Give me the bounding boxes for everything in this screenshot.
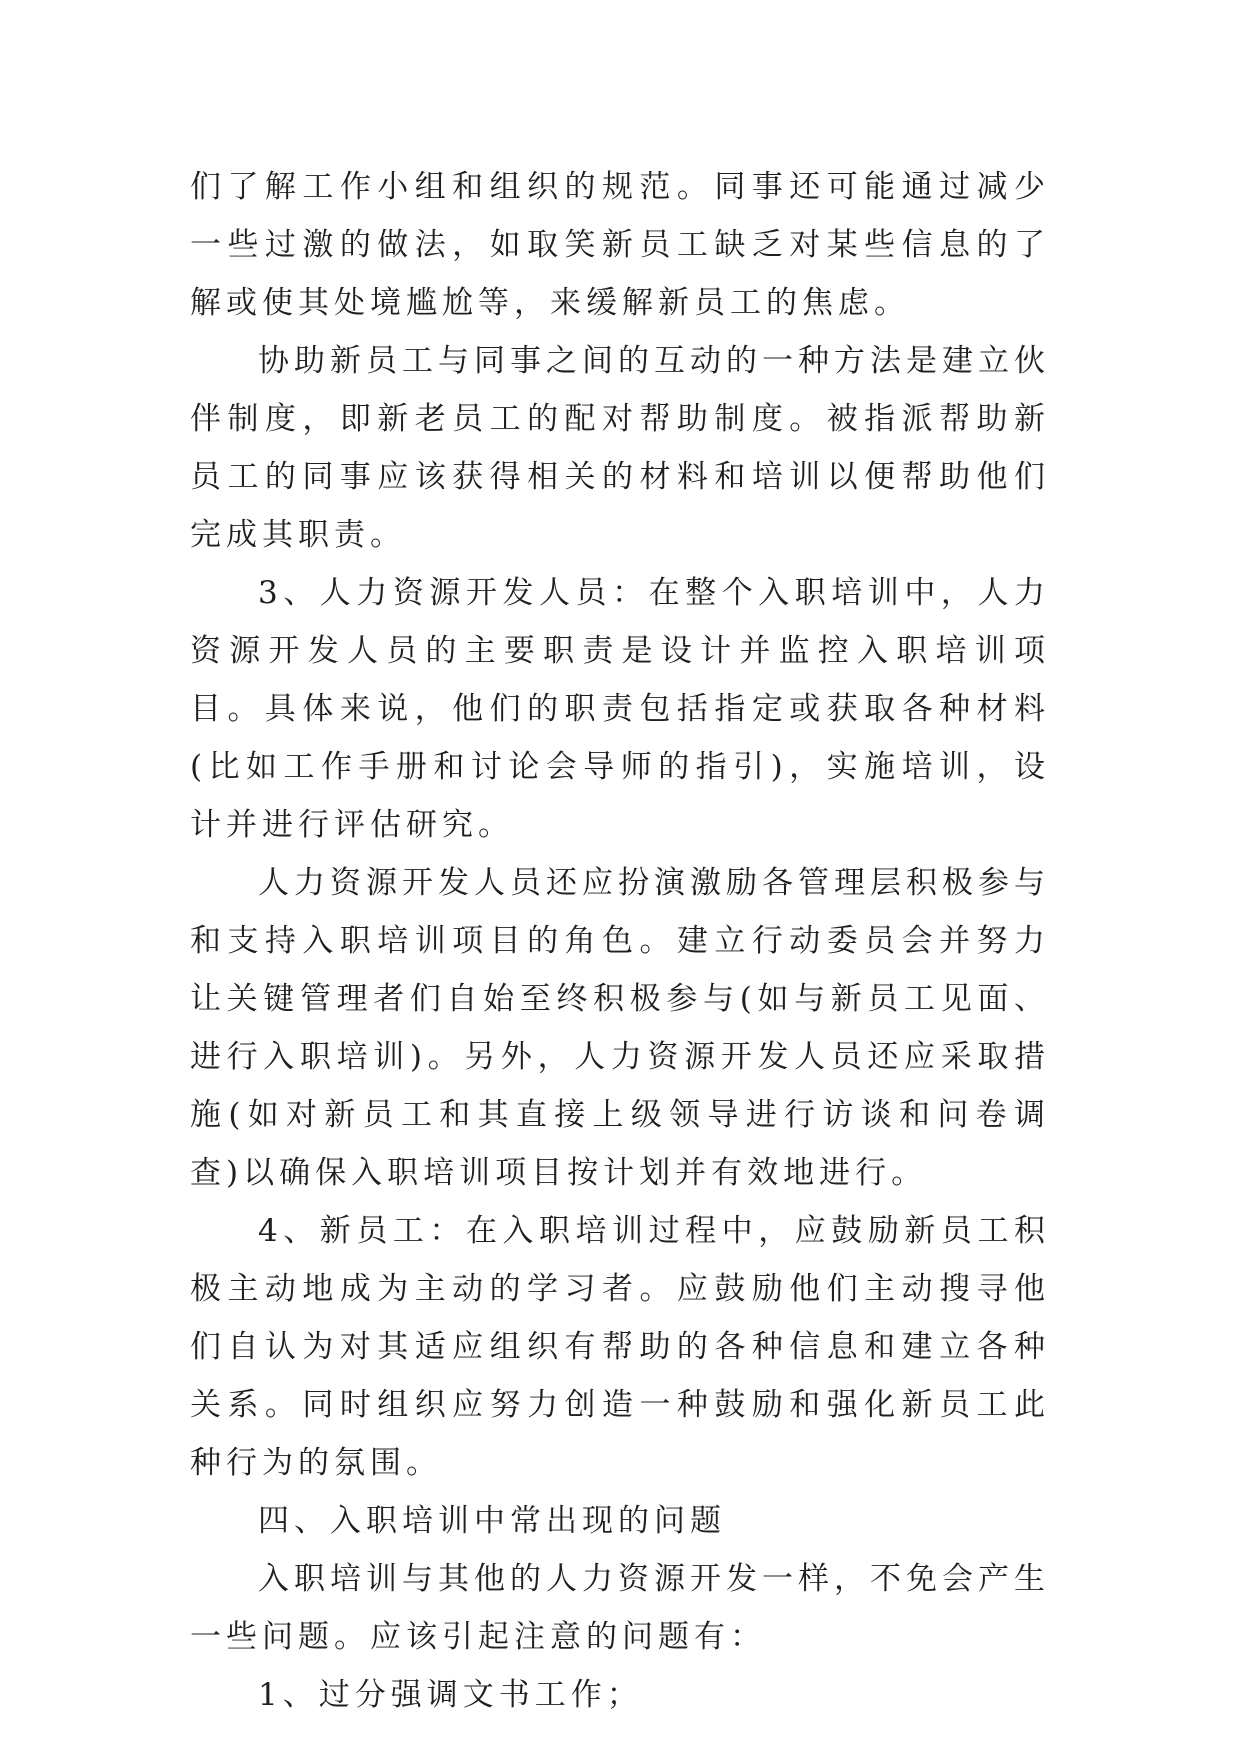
paragraph-problems-intro: 入职培训与其他的人力资源开发一样，不免会产生一些问题。应该引起注意的问题有： <box>190 1561 1050 1655</box>
paragraph-colleague-norms: 们了解工作小组和组织的规范。同事还可能通过减少一些过激的做法，如取笑新员工缺乏对某些信息的了解或使其处境尴尬等，来缓解新员工的焦虑。 <box>190 169 1050 321</box>
paragraph-hrd-staff-role: 人力资源开发人员还应扮演激励各管理层积极参与和支持入职培训项目的角色。建立行动委员会并努力让关键管理者们自始至终积极参与(如与新员工见面、进行入职培训)。另外，人力资源开发人员还应采取措施(如对新员工和其直接上级领导进行访谈和问卷调查)以确保入职培训项目按计划并有效地进行。 <box>190 865 1050 1191</box>
paragraph-hrd-staff-duties: 3、人力资源开发人员：在整个入职培训中，人力资源开发人员的主要职责是设计并监控入职培训项目。具体来说，他们的职责包括指定或获取各种材料(比如工作手册和讨论会导师的指引)，实施培训，设计并进行评估研究。 <box>190 575 1050 843</box>
paragraph-buddy-system: 协助新员工与同事之间的互动的一种方法是建立伙伴制度，即新老员工的配对帮助制度。被指派帮助新员工的同事应该获得相关的材料和培训以便帮助他们完成其职责。 <box>190 343 1050 553</box>
document-body <box>190 158 1050 1724</box>
section-heading-common-problems: 四、入职培训中常出现的问题 <box>258 1503 726 1539</box>
paragraph-new-employee: 4、新员工：在入职培训过程中，应鼓励新员工积极主动地成为主动的学习者。应鼓励他们主动搜寻他们自认为对其适应组织有帮助的各种信息和建立各种关系。同时组织应努力创造一种鼓励和强化新员工此种行为的氛围。 <box>190 1213 1050 1481</box>
list-item-paperwork: 1、过分强调文书工作； <box>258 1677 643 1713</box>
